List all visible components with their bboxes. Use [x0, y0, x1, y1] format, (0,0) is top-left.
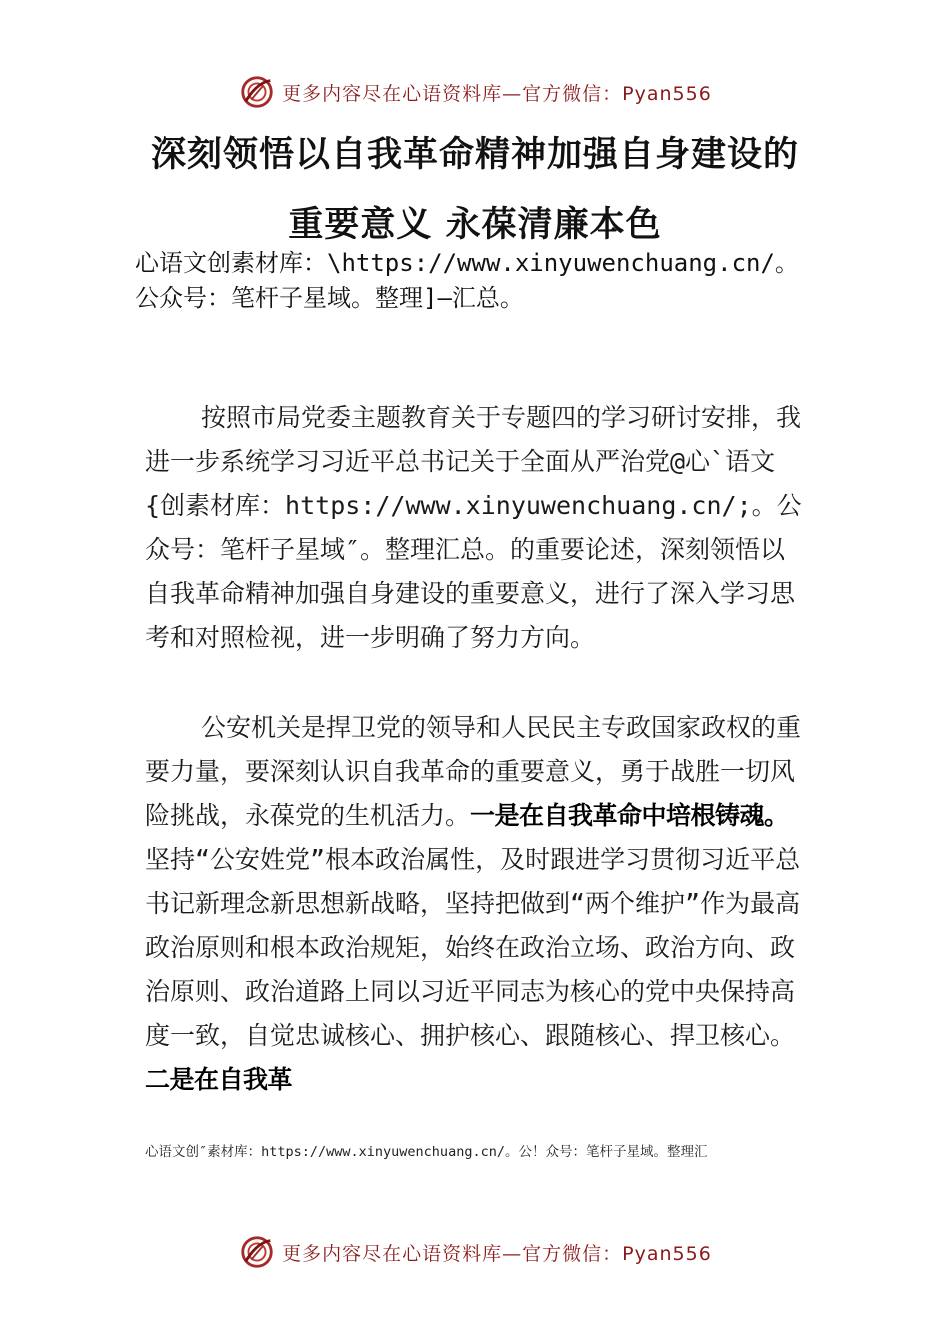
source-note: 心语文创素材库：\https://www.xinyuwenchuang.cn/。公众号：笔杆子星域。整理]—汇总。 [135, 249, 799, 312]
paragraph-2 [145, 706, 807, 1102]
banner-text: 更多内容尽在心语资料库—官方微信：Pyan556 [282, 82, 712, 105]
paragraph-1 [145, 396, 807, 660]
banner-text: 更多内容尽在心语资料库—官方微信：Pyan556 [282, 1242, 712, 1265]
red-seal-logo-icon [238, 73, 276, 111]
page-title-line-2: 重要意义 永葆清廉本色 [288, 204, 662, 245]
red-seal-logo-icon [238, 1233, 276, 1271]
header-banner [0, 72, 950, 112]
paragraph-2-emphasis-1: 一是在自我革命中培根铸魂。 [470, 801, 789, 830]
paragraph-1-text: 按照市局党委主题教育关于专题四的学习研讨安排，我进一步系统学习习近平总书记关于全面从严治党@心`语文{创素材库：https://www.xinyuwenchuang.cn/;。公众号：笔杆子星域″。整理汇总。的重要论述，深刻领悟以自我革命精神加强自身建设的重要意义，进行了深入学习思考和对照检视，进一步明确了努力方向。 [145, 403, 802, 652]
page-title-line-1: 深刻领悟以自我革命精神加强自身建设的 [150, 134, 799, 175]
footer-source-note: 心语文创″素材库：https://www.xinyuwenchuang.cn/。公！众号：笔杆子星域。整理汇 [145, 1144, 708, 1160]
paragraph-2-emphasis-2: 二是在自我革 [145, 1065, 293, 1094]
footer-banner [0, 1232, 950, 1272]
paragraph-2-text-b: 坚持“公安姓党”根本政治属性，及时跟进学习贯彻习近平总书记新理念新思想新战略，坚持把做到“两个维护”作为最高政治原则和根本政治规矩，始终在政治立场、政治方向、政治原则、政治道路上同以习近平同志为核心的党中央保持高度一致，自觉忠诚核心、拥护核心、跟随核心、捍卫核心。 [145, 845, 801, 1050]
paragraph-2-text-a: 公安机关是捍卫党的领导和人民民主专政国家政权的重要力量，要深刻认识自我革命的重要意义，勇于战胜一切风险挑战，永葆党的生机活力。 [145, 713, 802, 830]
